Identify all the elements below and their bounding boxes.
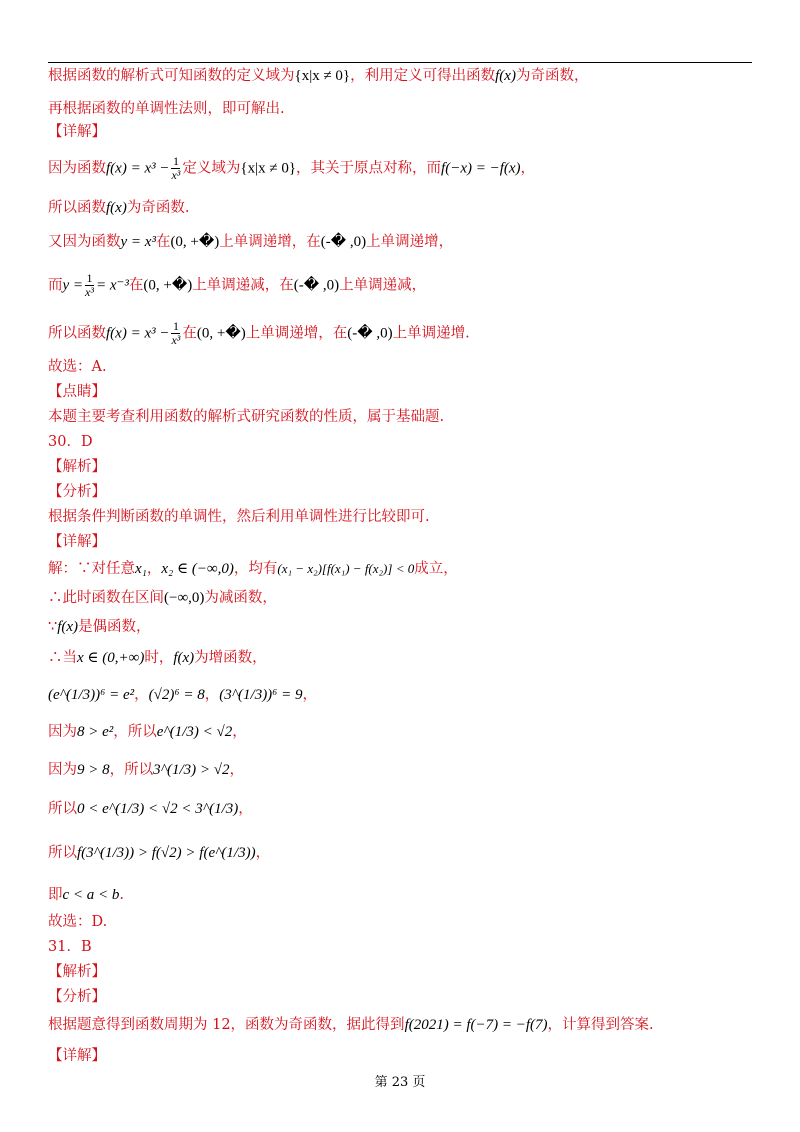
text-line bbox=[48, 559, 458, 579]
text-line bbox=[48, 912, 107, 932]
text-line bbox=[48, 843, 270, 863]
line-text: ， bbox=[255, 845, 271, 861]
line-text: 上单调递增，在 bbox=[219, 234, 321, 250]
section-heading bbox=[48, 382, 106, 402]
math-expression: c < a < b bbox=[62, 887, 120, 903]
text-line bbox=[48, 198, 189, 218]
fraction bbox=[171, 155, 180, 182]
line-text: ， bbox=[204, 687, 220, 703]
math-expression: (x₁ − x₂)[f(x₁) − f(x₂)] < 0 bbox=[277, 561, 415, 576]
math-expression: = x⁻³ bbox=[95, 277, 129, 294]
line-text: ，利用定义可得出函数 bbox=[350, 68, 496, 84]
line-text: 上单调递增，在 bbox=[245, 325, 348, 342]
text-line bbox=[48, 617, 151, 637]
math-expression: f(3^(1/3)) > f(√2) > f(e^(1/3)) bbox=[77, 845, 256, 861]
line-text: 所以 bbox=[48, 801, 77, 817]
math-expression: 3^(1/3) > √2 bbox=[153, 762, 230, 778]
text-line bbox=[48, 320, 470, 347]
line-text: ， bbox=[238, 801, 253, 817]
text-line bbox=[48, 507, 430, 527]
math-expression: {x|x ≠ 0} bbox=[294, 68, 351, 84]
line-text: 根据条件判断函数的单调性，然后利用单调性进行比较即可. bbox=[48, 509, 430, 525]
fraction-denominator: x³ bbox=[171, 168, 181, 182]
section-heading bbox=[48, 122, 106, 142]
fraction-denominator: x³ bbox=[171, 333, 181, 347]
section-heading bbox=[48, 482, 106, 502]
math-expression: {x|x ≠ 0} bbox=[240, 160, 297, 177]
line-text: ， bbox=[302, 687, 318, 703]
line-text: 故选：D. bbox=[48, 914, 108, 930]
line-text: ，均有 bbox=[233, 561, 278, 577]
fraction bbox=[171, 320, 180, 347]
math-expression: y = x³ bbox=[120, 234, 156, 250]
math-expression: (−∞,0) bbox=[164, 590, 205, 606]
fraction-numerator: 1 bbox=[86, 271, 93, 285]
text-line bbox=[48, 722, 247, 742]
line-text: 解：∵对任意 bbox=[48, 561, 135, 577]
line-text: 【详解】 bbox=[48, 534, 106, 550]
fraction-denominator: x³ bbox=[85, 285, 94, 299]
section-heading bbox=[48, 962, 106, 982]
text-line bbox=[48, 760, 244, 780]
line-text: 上单调递增， bbox=[366, 234, 454, 250]
text-line bbox=[48, 232, 453, 252]
line-text: ，其关于原点对称，而 bbox=[296, 160, 442, 177]
line-text: 即 bbox=[48, 887, 63, 903]
header-rule bbox=[48, 62, 752, 63]
text-line bbox=[48, 588, 277, 608]
line-text: 【点睛】 bbox=[48, 384, 106, 400]
math-expression: 8 > e² bbox=[77, 724, 114, 740]
line-text: 【解析】 bbox=[48, 964, 106, 980]
math-expression: f(−x) = −f(x) bbox=[441, 160, 521, 177]
line-text: 【详解】 bbox=[48, 124, 106, 140]
line-text: 因为 bbox=[48, 724, 77, 740]
math-expression: f(x) bbox=[57, 619, 79, 635]
math-expression: (e^(1/3))⁶ = e² bbox=[48, 687, 135, 703]
text-line bbox=[48, 685, 317, 705]
math-expression: (-� ,0) bbox=[320, 234, 367, 250]
line-text: 为奇函数. bbox=[126, 200, 190, 216]
text-line bbox=[48, 648, 267, 668]
line-text: 根据题意得到函数周期为 12，函数为奇函数，据此得到 bbox=[48, 1017, 405, 1033]
line-text: 因为 bbox=[48, 762, 77, 778]
math-expression: x₁ bbox=[135, 561, 147, 577]
line-text: 【分析】 bbox=[48, 484, 106, 500]
math-expression: x ∈ (0,+∞) bbox=[77, 650, 145, 666]
line-text: ，计算得到答案. bbox=[547, 1017, 654, 1033]
math-expression: y = bbox=[62, 277, 84, 294]
math-expression: f(2021) = f(−7) = −f(7) bbox=[404, 1017, 548, 1033]
line-text: 在 bbox=[155, 234, 171, 250]
line-text: 故选：A. bbox=[48, 359, 107, 375]
text-line bbox=[48, 357, 107, 377]
math-expression: (√2)⁶ = 8 bbox=[148, 687, 205, 703]
text-line bbox=[48, 155, 535, 182]
line-text: 31．B bbox=[48, 939, 92, 955]
line-text: ， bbox=[229, 762, 244, 778]
line-text: 上单调递增. bbox=[392, 325, 470, 342]
text-line bbox=[48, 407, 444, 427]
line-text: 是偶函数， bbox=[78, 619, 151, 635]
line-text: 在 bbox=[182, 325, 197, 342]
line-text: . bbox=[119, 887, 125, 903]
line-text: 所以函数 bbox=[48, 200, 106, 216]
line-text: ，所以 bbox=[113, 724, 157, 740]
fraction-numerator: 1 bbox=[172, 154, 179, 168]
math-expression: 0 < e^(1/3) < √2 < 3^(1/3) bbox=[77, 801, 239, 817]
line-text: 根据函数的解析式可知函数的定义域为 bbox=[48, 68, 295, 84]
section-heading bbox=[48, 457, 106, 477]
line-text: ， bbox=[232, 724, 247, 740]
line-text: 为减函数， bbox=[204, 590, 277, 606]
line-text: 在 bbox=[128, 277, 144, 294]
line-text: 所以函数 bbox=[48, 325, 106, 342]
line-text: 上单调递减，在 bbox=[192, 277, 294, 294]
math-expression: e^(1/3) < √2 bbox=[156, 724, 233, 740]
page-number: 第 23 页 bbox=[374, 1075, 426, 1090]
line-text: 【详解】 bbox=[48, 1048, 106, 1064]
question-number bbox=[48, 432, 93, 452]
text-line bbox=[48, 1015, 654, 1035]
question-number bbox=[48, 937, 92, 957]
math-expression: f(x) bbox=[106, 200, 127, 216]
line-text: ∵ bbox=[48, 619, 58, 635]
text-line bbox=[48, 799, 253, 819]
line-text: 而 bbox=[48, 277, 63, 294]
math-expression: (-� ,0) bbox=[293, 277, 340, 294]
text-line bbox=[48, 272, 426, 299]
math-expression: x₂ ∈ (−∞,0) bbox=[161, 561, 234, 577]
line-text: 【分析】 bbox=[48, 989, 106, 1005]
fraction bbox=[85, 272, 94, 299]
fraction-numerator: 1 bbox=[172, 319, 179, 333]
line-text: 30．D bbox=[48, 434, 93, 450]
section-heading bbox=[48, 987, 106, 1007]
math-expression: f(x) = x³ − bbox=[106, 325, 170, 342]
text-line bbox=[48, 885, 124, 905]
line-text: 再根据函数的单调性法则，即可解出. bbox=[48, 101, 285, 117]
math-expression: f(x) bbox=[495, 68, 516, 84]
math-expression: (0, +�) bbox=[143, 277, 193, 294]
line-text: 定义域为 bbox=[182, 160, 241, 177]
line-text: ， bbox=[146, 561, 162, 577]
math-expression: (-� ,0) bbox=[347, 325, 393, 342]
line-text: ∴当 bbox=[48, 650, 77, 666]
text-line bbox=[48, 66, 588, 86]
text-line bbox=[48, 99, 285, 119]
math-expression: 9 > 8 bbox=[77, 762, 110, 778]
line-text: 成立， bbox=[414, 561, 458, 577]
line-text: 因为函数 bbox=[48, 160, 106, 177]
line-text: 【解析】 bbox=[48, 459, 106, 475]
line-text: 本题主要考查利用函数的解析式研究函数的性质，属于基础题. bbox=[48, 409, 445, 425]
math-expression: (0, +�) bbox=[170, 234, 220, 250]
math-expression: f(x) bbox=[173, 650, 195, 666]
line-text: 又因为函数 bbox=[48, 234, 121, 250]
math-expression: (0, +�) bbox=[196, 325, 246, 342]
line-text: 时， bbox=[144, 650, 174, 666]
line-text: 上单调递减， bbox=[339, 277, 427, 294]
line-text: ∴此时函数在区间 bbox=[48, 590, 164, 606]
line-text: 所以 bbox=[48, 845, 77, 861]
math-expression: (3^(1/3))⁶ = 9 bbox=[219, 687, 303, 703]
line-text: 为增函数， bbox=[194, 650, 267, 666]
line-text: ， bbox=[520, 160, 536, 177]
section-heading bbox=[48, 532, 106, 552]
section-heading bbox=[48, 1046, 106, 1066]
line-text: ， bbox=[134, 687, 149, 703]
line-text: ，所以 bbox=[109, 762, 154, 778]
math-expression: f(x) = x³ − bbox=[106, 160, 170, 177]
line-text: 为奇函数， bbox=[515, 68, 589, 84]
